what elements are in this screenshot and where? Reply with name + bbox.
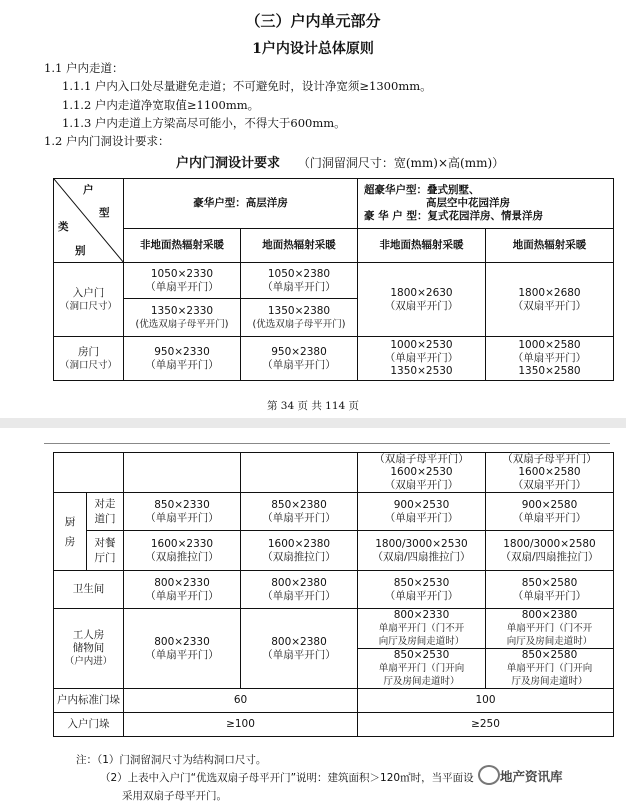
kitchen-dining-c1 [124, 531, 241, 571]
watermark: 地产资讯库 [500, 769, 563, 784]
cell-value: 1800×2630 [390, 286, 453, 299]
cell-value: 800×2330 [154, 635, 210, 648]
std-frame-v1: 60 [124, 689, 358, 713]
group-superluxury [358, 179, 614, 229]
cell-note: （双扇平开门） [384, 479, 459, 491]
cell-note: （单扇平开门） [145, 511, 219, 524]
cell-note: （双扇平开门） [512, 299, 587, 312]
cell-note: （单扇平开门） [145, 589, 219, 602]
clause-1-1: 1.1 户内走道： [44, 61, 124, 75]
table-unit: （门洞留洞尺寸：宽(mm)×高(mm)） [297, 156, 505, 170]
cell-value: 1000×2580 [518, 339, 581, 351]
entry-door-label-1: 入户门 [72, 286, 105, 299]
page-header-rule [44, 443, 610, 444]
cell-note: (优选双扇子母平开门) [135, 318, 229, 330]
cell-note: （单扇平开门） [384, 589, 459, 602]
cont-c4 [486, 453, 614, 493]
clause-1-1-2: 1.1.2 户内走道净宽取值≥1100mm。 [62, 98, 260, 112]
storage-label [54, 609, 124, 689]
cont-c2 [241, 453, 358, 493]
room-c1 [124, 337, 241, 381]
cell-note: 单扇平开门（门开向 [378, 663, 465, 674]
cell-note: （双扇子母平开门） [502, 453, 597, 465]
cell-value: 800×2330 [154, 576, 210, 589]
cell-value: 1350×2380 [267, 304, 331, 317]
cell-value: 900×2580 [521, 498, 578, 511]
entry-c3 [358, 263, 486, 337]
cell-note: 单扇平开门（门不开 [378, 623, 465, 634]
cell-note: （双扇/四扇推拉门） [372, 550, 471, 563]
bath-label: 卫生间 [54, 571, 124, 609]
cell-note: 厅及房间走道时） [511, 676, 588, 687]
cell-value: 1800×2680 [518, 286, 581, 299]
cell-value: 1050×2330 [150, 267, 214, 280]
corner-header [54, 179, 124, 263]
cell-note: （双扇推拉门） [145, 550, 219, 563]
page-break [0, 418, 626, 428]
entry-frame-label: 入户门垛 [54, 713, 124, 737]
cell-note: （单扇平开门） [262, 511, 336, 524]
cell-note: （单扇平开门） [262, 280, 336, 293]
storage-c2 [241, 609, 358, 689]
cont-c1 [124, 453, 241, 493]
cell-value: 1600×2530 [390, 466, 453, 478]
kitchen-dining-c4 [486, 531, 614, 571]
room-door-label [54, 337, 124, 381]
entry-door-label-2: （洞口尺寸） [59, 300, 117, 312]
kitchen-corridor-c4 [486, 493, 614, 531]
cell-note: (优选双扇子母平开门) [252, 318, 346, 330]
room-c4 [486, 337, 614, 381]
group-superluxury-l3: 豪 华 户 型：复式花园洋房、情景洋房 [364, 210, 543, 222]
corner-hu: 户 [83, 184, 94, 196]
cell-note: 单扇平开门（门开向 [506, 663, 593, 674]
entry-door-label [54, 263, 124, 337]
storage-c3-top [358, 609, 486, 649]
entry-r2c2 [241, 299, 358, 337]
cell-value: 1800/3000×2580 [503, 537, 596, 550]
kitchen-corridor-label [87, 493, 124, 531]
kitchen-dining-c2 [241, 531, 358, 571]
entry-r1c1 [124, 263, 241, 299]
entry-frame-v1: ≥100 [124, 713, 358, 737]
section-heading: （三）户内单元部分 [245, 12, 381, 30]
cell-value: 850×2380 [271, 498, 327, 511]
storage-label-2: 储物间 [72, 642, 105, 654]
clause-1-1-1: 1.1.1 户内入口处尽量避免走道；不可避免时，设计净宽须≥1300mm。 [62, 79, 432, 93]
cell-note: （单扇平开门） [145, 280, 219, 293]
cell-note: （单扇平开门） [145, 358, 219, 371]
cell-note: 向厅及房间走道时） [378, 636, 465, 647]
room-c3 [358, 337, 486, 381]
cell-value: 1800/3000×2530 [375, 537, 468, 550]
kitchen-dining-label-text: 对餐厅门 [94, 536, 116, 564]
group-superluxury-l1: 超豪华户型：叠式别墅、 [364, 184, 480, 196]
cell-value: 1350×2330 [150, 304, 214, 317]
group-luxury: 豪华户型：高层洋房 [124, 179, 358, 229]
cell-note: （单扇平开门） [262, 589, 336, 602]
kitchen-corridor-c2 [241, 493, 358, 531]
cell-value: 850×2330 [154, 498, 210, 511]
entry-r2c1 [124, 299, 241, 337]
kitchen-corridor-c3 [358, 493, 486, 531]
storage-c4-bottom [486, 649, 614, 689]
cell-note: （单扇平开门） [262, 648, 336, 661]
cell-value: 800×2330 [393, 609, 450, 621]
cell-value: 850×2530 [393, 576, 450, 589]
cell-value: 950×2330 [154, 345, 210, 358]
cell-value: 800×2380 [271, 576, 327, 589]
cell-note: （单扇平开门） [512, 511, 587, 524]
cell-value: 1600×2330 [150, 537, 214, 550]
cell-note: 厅及房间走道时） [383, 676, 460, 687]
cell-value: 800×2380 [521, 609, 578, 621]
kitchen-corridor-c1 [124, 493, 241, 531]
bath-c1 [124, 571, 241, 609]
cell-note: （双扇/四扇推拉门） [500, 550, 599, 563]
cell-value: 1600×2380 [267, 537, 331, 550]
cell-value: 900×2530 [393, 498, 450, 511]
cell-value: 1050×2380 [267, 267, 331, 280]
cell-value: 850×2580 [521, 649, 578, 661]
corner-lei: 类 [58, 221, 69, 233]
bath-c4 [486, 571, 614, 609]
cell-note: （单扇平开门） [512, 589, 587, 602]
table-title: 户内门洞设计要求 [176, 156, 281, 171]
cell-note: （单扇平开门） [262, 358, 336, 371]
storage-c3-bottom [358, 649, 486, 689]
storage-c1 [124, 609, 241, 689]
corner-bie: 别 [75, 245, 86, 257]
room-door-label-1: 房门 [78, 345, 99, 358]
cell-value: 1350×2580 [518, 365, 581, 377]
bath-c2 [241, 571, 358, 609]
subtitle: 1户内设计总体原则 [252, 41, 374, 57]
cell-note: （双扇平开门） [512, 479, 587, 491]
cell-note: （双扇子母平开门） [374, 453, 469, 465]
cell-value: 850×2530 [393, 649, 450, 661]
cell-value: 1600×2580 [518, 466, 581, 478]
cell-note: （单扇平开门） [512, 352, 587, 364]
cell-note: （单扇平开门） [145, 648, 219, 661]
wechat-icon [478, 765, 500, 785]
room-c2 [241, 337, 358, 381]
door-table-part2 [53, 452, 614, 737]
kitchen-label-text: 厨房 [64, 515, 76, 548]
kitchen-label [54, 493, 87, 571]
storage-label-1: 工人房 [72, 629, 105, 641]
note-2: （2）上表中入户门“优选双扇子母平开门”说明：建筑面积＞120㎡时，当平面设 [100, 772, 474, 784]
entry-r1c2 [241, 263, 358, 299]
group-superluxury-l2: 高层空中花园洋房 [426, 197, 510, 209]
entry-frame-v2: ≥250 [358, 713, 614, 737]
cell-note: 单扇平开门（门不开 [506, 623, 593, 634]
storage-label-3: （户内进） [64, 656, 113, 667]
entry-c4 [486, 263, 614, 337]
cell-value: 1000×2530 [390, 339, 453, 351]
cell-note: 向厅及房间走道时） [506, 636, 593, 647]
note-1: 注：（1）门洞留洞尺寸为结构洞口尺寸。 [76, 754, 267, 766]
std-frame-label: 户内标准门垛 [54, 689, 124, 713]
clause-1-2: 1.2 户内门洞设计要求： [44, 134, 170, 148]
clause-1-1-3: 1.1.3 户内走道上方梁高尽可能小，不得大于600mm。 [62, 116, 346, 130]
std-frame-v2: 100 [358, 689, 614, 713]
note-3: 采用双扇子母平开门。 [122, 790, 227, 802]
cont-label [54, 453, 124, 493]
door-table-part1 [53, 178, 614, 381]
table-caption [176, 152, 504, 171]
cell-note: （单扇平开门） [384, 511, 459, 524]
corner-xing: 型 [99, 207, 110, 219]
cell-value: 800×2380 [271, 635, 327, 648]
page-number: 第 34 页 共 114 页 [266, 400, 360, 412]
storage-c4-top [486, 609, 614, 649]
cell-value: 850×2580 [521, 576, 578, 589]
subhead-2: 地面热辐射采暖 [241, 229, 358, 263]
cell-note: （双扇推拉门） [262, 550, 336, 563]
subhead-1: 非地面热辐射采暖 [124, 229, 241, 263]
cell-value: 950×2380 [271, 345, 327, 358]
kitchen-dining-label [87, 531, 124, 571]
cont-c3 [358, 453, 486, 493]
kitchen-corridor-label-text: 对走道门 [94, 497, 116, 525]
subhead-4: 地面热辐射采暖 [486, 229, 614, 263]
cell-note: （双扇平开门） [384, 299, 459, 312]
bath-c3 [358, 571, 486, 609]
kitchen-dining-c3 [358, 531, 486, 571]
room-door-label-2: （洞口尺寸） [59, 359, 117, 371]
cell-value: 1350×2530 [390, 365, 453, 377]
subhead-3: 非地面热辐射采暖 [358, 229, 486, 263]
cell-note: （单扇平开门） [384, 352, 459, 364]
